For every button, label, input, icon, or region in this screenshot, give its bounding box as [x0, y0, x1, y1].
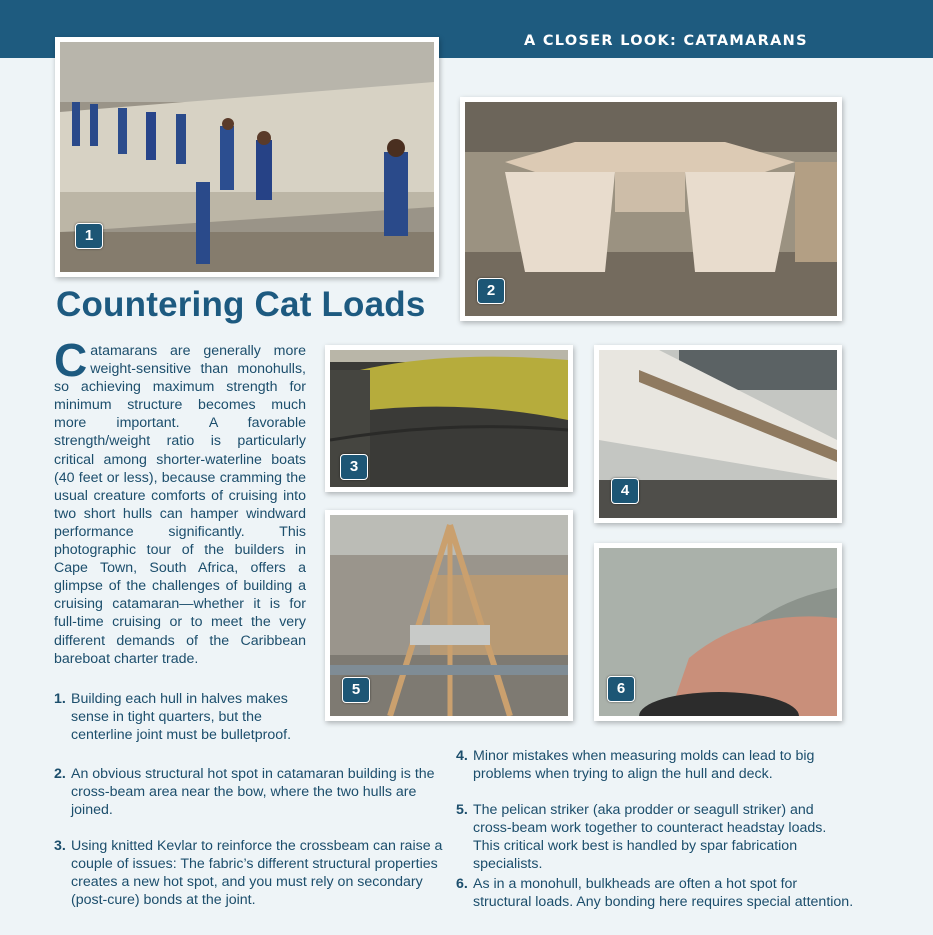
photo-2-badge: 2	[477, 278, 505, 304]
caption-number: 3.	[54, 838, 66, 854]
caption-3	[54, 837, 453, 909]
photo-1-badge: 1	[75, 223, 103, 249]
drop-cap: C	[54, 334, 88, 386]
photo-6	[594, 543, 842, 721]
photo-5	[325, 510, 573, 721]
caption-number: 1.	[54, 691, 66, 707]
caption-4	[456, 747, 855, 783]
photo-1	[55, 37, 439, 277]
photo-2-image	[465, 102, 837, 316]
caption-text: An obvious structural hot spot in catamaran building is the cross-beam area near the bow, where the two hulls are joined.	[71, 766, 435, 818]
caption-2	[54, 765, 453, 819]
caption-text: Using knitted Kevlar to reinforce the crossbeam can raise a couple of issues: The fabric’s different structural properties creates a new hot spot, and you must rely on secondary (post-cure) bonds at the joint.	[71, 838, 443, 908]
intro-text: atamarans are generally more weight-sensitive than monohulls, so achieving maximum strength for minimum structure becomes much more important. A favorable strength/weight ratio is particularly critical among shorter-waterline boats (40 feet or less), because cramming the usual creature comforts of cruising into two short hulls can hamper windward performance significantly. This photographic tour of the builders in Cape Town, South Africa, offers a glimpse of the challenges of building a cruising catamaran—whether it is for full-time cruising or to meet the very different demands of the Caribbean bareboat charter trade.	[54, 343, 306, 667]
section-label: A CLOSER LOOK: CATAMARANS	[524, 33, 808, 49]
photo-6-badge: 6	[607, 676, 635, 702]
caption-6	[456, 875, 855, 911]
photo-1-image	[60, 42, 434, 272]
photo-2	[460, 97, 842, 321]
photo-3-badge: 3	[340, 454, 368, 480]
caption-number: 6.	[456, 876, 468, 892]
caption-number: 2.	[54, 766, 66, 782]
photo-4-badge: 4	[611, 478, 639, 504]
caption-5	[456, 801, 855, 873]
caption-number: 4.	[456, 748, 468, 764]
caption-1	[54, 690, 321, 744]
caption-number: 5.	[456, 802, 468, 818]
photo-5-badge: 5	[342, 677, 370, 703]
caption-text: The pelican striker (aka prodder or seagull striker) and cross-beam work together to counteract headstay loads. This critical work best is handled by spar fabrication specialists.	[473, 802, 827, 872]
caption-text: Minor mistakes when measuring molds can lead to big problems when trying to align the hull and deck.	[473, 748, 815, 782]
photo-4	[594, 345, 842, 523]
caption-text: As in a monohull, bulkheads are often a hot spot for structural loads. Any bonding here requires special attention.	[473, 876, 854, 910]
photo-3	[325, 345, 573, 492]
caption-text: Building each hull in halves makes sense in tight quarters, but the centerline joint must be bulletproof.	[71, 691, 292, 743]
article-title: Countering Cat Loads	[56, 285, 426, 324]
intro-paragraph	[54, 334, 306, 668]
